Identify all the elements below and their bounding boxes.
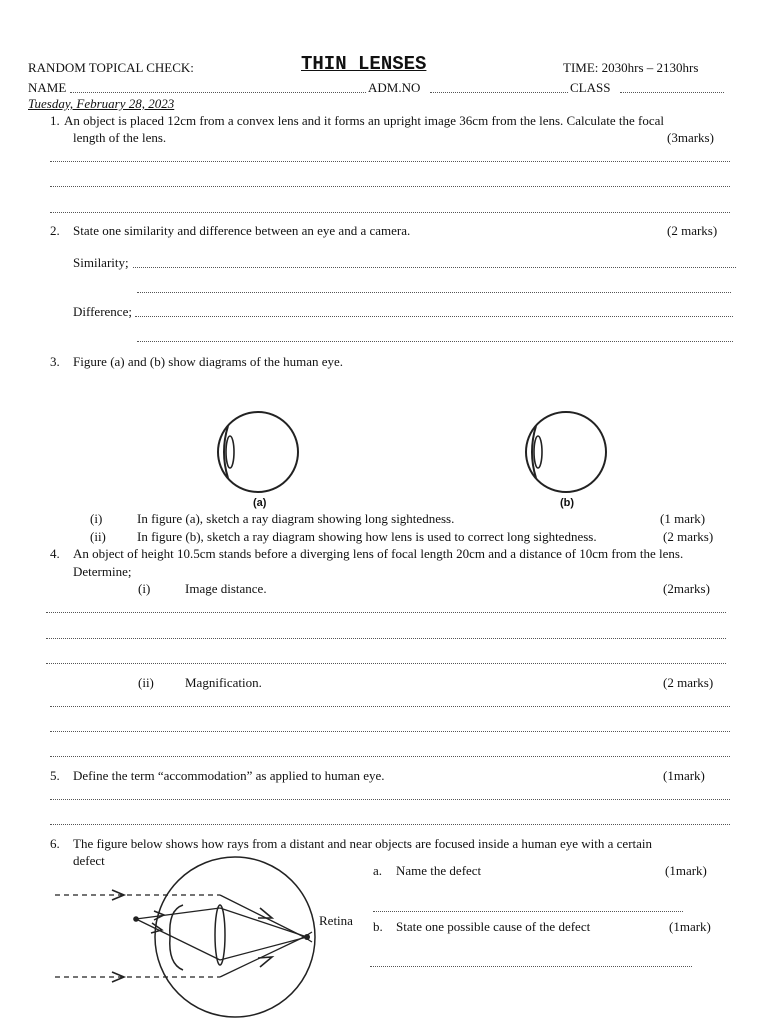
q5-answer-line[interactable] [50, 824, 730, 825]
q4i-answer-line[interactable] [46, 612, 726, 613]
q3-text: Figure (a) and (b) show diagrams of the human eye. [73, 354, 344, 369]
q4-part-text: Image distance. [185, 581, 267, 596]
q4ii-answer-line[interactable] [50, 756, 730, 757]
q3-part-num: (i) [90, 511, 103, 526]
defective-eye-ray-diagram [50, 860, 360, 1020]
q4i-answer-line[interactable] [46, 663, 726, 664]
class-label: CLASS [570, 80, 611, 95]
q5-marks: (1mark) [663, 768, 705, 783]
q4-part-marks: (2marks) [663, 581, 710, 596]
retina-label: Retina [319, 913, 353, 928]
time-label: TIME: 2030hrs – 2130hrs [563, 60, 699, 75]
q3-part-marks: (2 marks) [663, 529, 714, 544]
class-answer-line[interactable] [620, 92, 724, 93]
similarity-answer-line[interactable] [137, 292, 731, 293]
q1-marks: (3marks) [667, 130, 714, 145]
q5-text: Define the term “accommodation” as applied to human eye. [73, 768, 385, 783]
adm-no-answer-line[interactable] [430, 92, 568, 93]
q4-part-num: (ii) [138, 675, 154, 690]
q4i-answer-line[interactable] [46, 638, 726, 639]
q6-text-line2: defect [73, 853, 105, 868]
adm-no-label: ADM.NO [368, 80, 421, 95]
q4-part-marks: (2 marks) [663, 675, 714, 690]
similarity-answer-line[interactable] [133, 267, 736, 268]
q6a-text: Name the defect [396, 863, 482, 878]
difference-answer-line[interactable] [135, 316, 733, 317]
q6a-marks: (1mark) [665, 863, 707, 878]
eye-diagram-a [210, 408, 305, 498]
q4ii-answer-line[interactable] [50, 706, 730, 707]
q6b-number: b. [373, 919, 383, 934]
q1-answer-line[interactable] [50, 161, 730, 162]
q6b-answer-line[interactable] [370, 966, 692, 967]
date-label: Tuesday, February 28, 2023 [28, 96, 175, 111]
q3-part-text: In figure (b), sketch a ray diagram showing how lens is used to correct long sightedness. [137, 529, 597, 544]
q2-marks: (2 marks) [667, 223, 718, 238]
q2-text: State one similarity and difference between an eye and a camera. [73, 223, 411, 238]
q4-part-num: (i) [138, 581, 151, 596]
q3-part-marks: (1 mark) [660, 511, 706, 526]
difference-label: Difference; [73, 304, 132, 319]
q3-part-text: In figure (a), sketch a ray diagram showing long sightedness. [137, 511, 455, 526]
page-title: THIN LENSES [301, 53, 427, 75]
q5-number: 5. [50, 768, 60, 783]
q3-part-num: (ii) [90, 529, 106, 544]
name-label: NAME [28, 80, 67, 95]
name-answer-line[interactable] [70, 92, 366, 93]
test-type-label: RANDOM TOPICAL CHECK: [28, 60, 194, 75]
fig-b-label: (b) [560, 497, 575, 509]
q6b-marks: (1mark) [669, 919, 711, 934]
q6-number: 6. [50, 836, 60, 851]
q4-part-text: Magnification. [185, 675, 262, 690]
q2-number: 2. [50, 223, 60, 238]
q1-text-line2: length of the lens. [73, 130, 167, 145]
q6b-text: State one possible cause of the defect [396, 919, 591, 934]
q6a-answer-line[interactable] [373, 911, 683, 912]
q6-text-line1: The figure below shows how rays from a distant and near objects are focused inside a human eye with a certain [73, 836, 653, 851]
difference-answer-line[interactable] [137, 341, 733, 342]
q4-number: 4. [50, 546, 60, 561]
q6a-number: a. [373, 863, 383, 878]
q1-number: 1. [50, 113, 60, 128]
q4-text-line2: Determine; [73, 564, 132, 579]
q4-text-line1: An object of height 10.5cm stands before a diverging lens of focal length 20cm and a distance of 10cm from the lens. [73, 546, 684, 561]
q1-text-line1: An object is placed 12cm from a convex lens and it forms an upright image 36cm from the lens. Calculate the focal [64, 113, 664, 128]
fig-a-label: (a) [253, 497, 267, 509]
q1-answer-line[interactable] [50, 186, 730, 187]
eye-diagram-b [518, 408, 613, 498]
similarity-label: Similarity; [73, 255, 129, 270]
q5-answer-line[interactable] [50, 799, 730, 800]
q4ii-answer-line[interactable] [50, 731, 730, 732]
q3-number: 3. [50, 354, 60, 369]
q1-answer-line[interactable] [50, 212, 730, 213]
